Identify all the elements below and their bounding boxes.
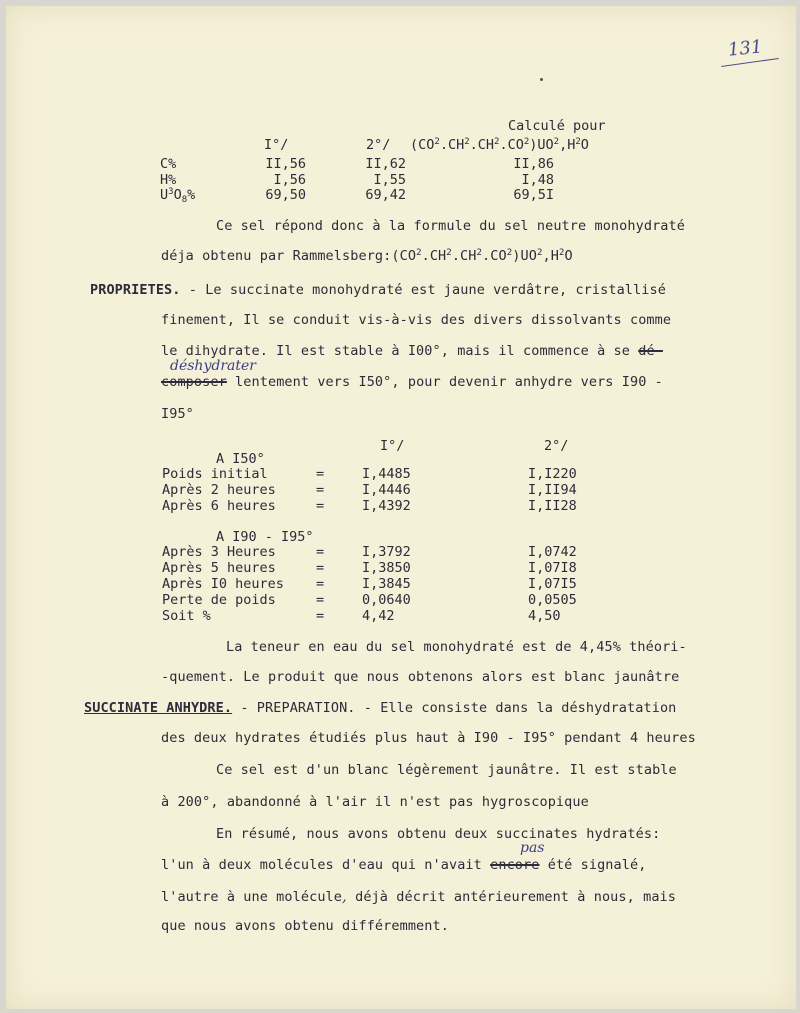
table2-sign: = <box>316 576 325 592</box>
section-line: SUCCINATE ANHYDRE. - PREPARATION. - Elle consiste dans la déshydratation <box>84 700 677 716</box>
table2-cell: 0,0505 <box>528 592 577 608</box>
table2-sign: = <box>316 482 325 498</box>
table1-cell: I,56 <box>273 172 306 188</box>
table2-cell: I,4446 <box>362 482 411 498</box>
table2-sign: = <box>316 560 325 576</box>
paragraph-line: déja obtenu par $Rammelsberg:(CO^2.CH^2.CH^2.CO^2)UO^2,H^2O$ <box>161 248 573 264</box>
document-page <box>6 6 796 1009</box>
struck-text: encore <box>490 857 540 873</box>
table2-cell: I,0742 <box>528 544 577 560</box>
paragraph-line: Ce sel répond donc à la formule du sel neutre monohydraté <box>216 218 685 234</box>
table1-row-label: $U^3O_8\%$ <box>160 187 196 205</box>
table2-sign: = <box>316 608 325 624</box>
table2-row-label: Après I0 heures <box>162 576 284 592</box>
table2-group-heading: A I50° <box>216 451 265 467</box>
table2-cell: 0,0640 <box>362 592 411 608</box>
table2-cell: I,07I5 <box>528 576 577 592</box>
table1-cell: 69,5I <box>513 187 554 203</box>
table2-cell: I,II28 <box>528 498 577 514</box>
paper-speck <box>540 78 543 81</box>
paragraph-line: le dihydrate. Il est stable à I00°, mais il commence à se dé- <box>161 343 663 359</box>
section-line: PROPRIETES. - Le succinate monohydraté est jaune verdâtre, cristallisé <box>90 282 666 298</box>
table2-group-heading: A I90 - I95° <box>216 529 314 545</box>
table2-cell: I,4392 <box>362 498 411 514</box>
paragraph-line: composer lentement vers I50°, pour devenir anhydre vers I90 - <box>161 374 663 390</box>
table2-row-label: Soit % <box>162 608 211 624</box>
table2-col2-header: 2°/ <box>544 438 569 454</box>
struck-text: composer <box>161 374 227 390</box>
paragraph-line: -quement. Le produit que nous obtenons alors est blanc jaunâtre <box>161 669 680 685</box>
table2-cell: 4,50 <box>528 608 561 624</box>
paragraph-line: l'autre à une molécule, déjà décrit antérieurement à nous, mais <box>161 887 676 905</box>
table2-cell: 4,42 <box>362 608 395 624</box>
table1-col1-header: I°/ <box>264 137 289 153</box>
table2-row-label: Perte de poids <box>162 592 276 608</box>
section-heading-anhydre: SUCCINATE ANHYDRE. <box>84 700 233 716</box>
table2-sign: = <box>316 498 325 514</box>
paragraph-line: En résumé, nous avons obtenu deux succinates hydratés: <box>216 826 661 842</box>
table2-row-label: Après 2 heures <box>162 482 276 498</box>
table1-cell: I,48 <box>521 172 554 188</box>
table1-cell: II,56 <box>265 156 306 172</box>
paragraph-line: l'un à deux molécules d'eau qui n'avait encore été signalé, <box>161 857 647 873</box>
paragraph-line: finement, Il se conduit vis-à-vis des divers dissolvants comme <box>161 312 672 328</box>
handwritten-insert: déshydrater <box>170 358 256 374</box>
table2-row-label: Après 6 heures <box>162 498 276 514</box>
table1-row-label: C% <box>160 156 177 172</box>
table1-col2-header: 2°/ <box>366 137 391 153</box>
paragraph-line: que nous avons obtenu différemment. <box>161 918 449 934</box>
table2-sign: = <box>316 592 325 608</box>
handwritten-comma: , <box>342 887 347 905</box>
paragraph-line: Ce sel est d'un blanc légèrement jaunâtre. Il est stable <box>216 762 677 778</box>
paragraph-line: La teneur en eau du sel monohydraté est de 4,45% théori- <box>226 639 687 655</box>
table2-row-label: Après 5 heures <box>162 560 276 576</box>
table2-sign: = <box>316 544 325 560</box>
table1-calc-header: Calculé pour <box>508 118 606 134</box>
table2-cell: I,07I8 <box>528 560 577 576</box>
table2-cell: I,II94 <box>528 482 577 498</box>
table1-cell: I,55 <box>373 172 406 188</box>
handwritten-insert: pas <box>520 840 545 856</box>
table2-sign: = <box>316 466 325 482</box>
table2-cell: I,4485 <box>362 466 411 482</box>
paragraph-line: I95° <box>161 406 194 422</box>
page-number: 131 <box>726 36 764 61</box>
table2-cell: I,I220 <box>528 466 577 482</box>
table2-cell: I,3850 <box>362 560 411 576</box>
table1-cell: II,62 <box>365 156 406 172</box>
struck-text: dé- <box>638 343 663 359</box>
table1-formula-header: $(CO^2.CH^2.CH^2.CO^2)UO^2,H^2O$ <box>410 137 589 153</box>
section-heading-proprietes: PROPRIETES. <box>90 282 181 298</box>
paragraph-line: à 200°, abandonné à l'air il n'est pas hygroscopique <box>161 794 589 810</box>
table2-row-label: Après 3 Heures <box>162 544 276 560</box>
table1-cell: 69,42 <box>365 187 406 203</box>
table1-cell: 69,50 <box>265 187 306 203</box>
paragraph-line: des deux hydrates étudiés plus haut à I90 - I95° pendant 4 heures <box>161 730 696 746</box>
table2-row-label: Poids initial <box>162 466 268 482</box>
table2-col1-header: I°/ <box>380 438 405 454</box>
table1-cell: II,86 <box>513 156 554 172</box>
table2-cell: I,3845 <box>362 576 411 592</box>
table2-cell: I,3792 <box>362 544 411 560</box>
table1-row-label: H% <box>160 172 177 188</box>
